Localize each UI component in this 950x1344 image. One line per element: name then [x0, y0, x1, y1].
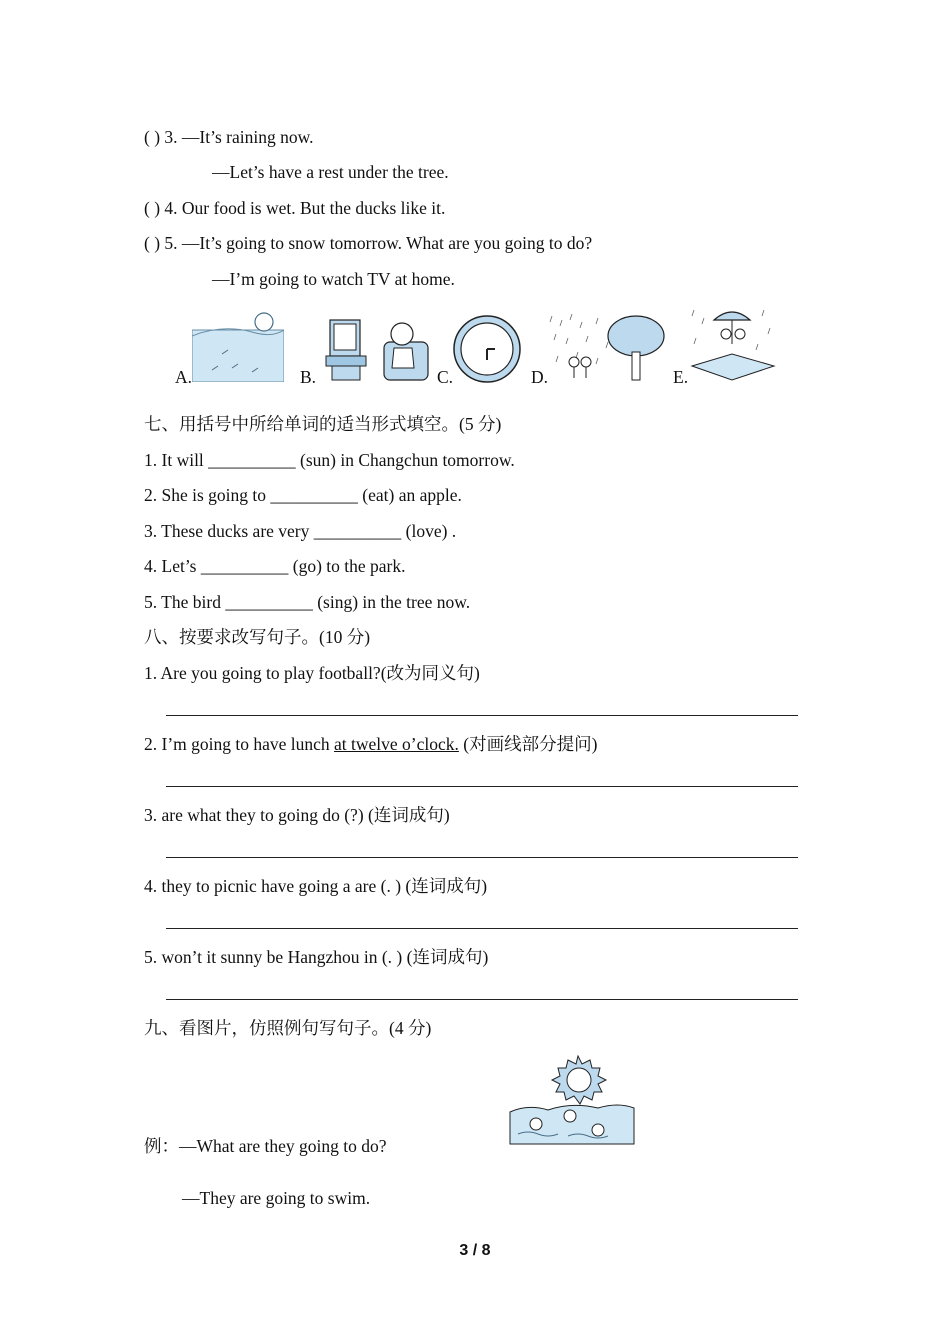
example-answer: —They are going to swim.	[182, 1188, 371, 1208]
section-9-title: 九、看图片，仿照例句写句子。(4 分)	[144, 1018, 432, 1038]
example-question: 例：—What are they going to do?	[144, 1136, 387, 1156]
section-8-question-3: 3. are what they to going do (?) (连词成句)	[144, 805, 450, 825]
section-8-question-5: 5. won’t it sunny be Hangzhou in (. ) (连词成句)	[144, 947, 489, 967]
question-3-line-1: ( ) 3. —It’s raining now.	[144, 127, 314, 147]
section-8-question-2	[144, 733, 597, 755]
question-2-underlined-phrase: at twelve o’clock.	[334, 734, 459, 754]
section-7-item-4: 4. Let’s __________ (go) to the park.	[144, 556, 406, 576]
question-2-instruction: (对画线部分提问)	[458, 734, 598, 754]
option-e-label: E.	[673, 367, 689, 387]
answer-line-2[interactable]	[166, 786, 798, 787]
answer-line-4[interactable]	[166, 928, 798, 929]
section-7-item-5: 5. The bird __________ (sing) in the tree now.	[144, 592, 471, 612]
section-8-question-1: 1. Are you going to play football?(改为同义句)	[144, 663, 480, 683]
option-b-label: B.	[300, 367, 317, 387]
answer-line-1[interactable]	[166, 715, 798, 716]
page-number: 3 / 8	[459, 1242, 491, 1259]
swimming-picture	[508, 1050, 636, 1146]
section-7-item-3: 3. These ducks are very __________ (love) .	[144, 521, 457, 541]
section-8-question-4: 4. they to picnic have going a are (. ) (连词成句)	[144, 876, 488, 896]
question-3-line-2: —Let’s have a rest under the tree.	[212, 162, 449, 182]
question-5-line-2: —I’m going to watch TV at home.	[212, 269, 455, 289]
option-a-label: A.	[175, 367, 193, 387]
answer-line-3[interactable]	[166, 857, 798, 858]
watching-tv-picture	[322, 312, 432, 382]
answer-line-5[interactable]	[166, 999, 798, 1000]
section-8-title: 八、按要求改写句子。(10 分)	[144, 627, 371, 647]
option-d-label: D.	[531, 367, 549, 387]
section-7-title: 七、用括号中所给单词的适当形式填空。(5 分)	[144, 414, 502, 434]
clock-picture	[452, 314, 522, 384]
option-c-label: C.	[437, 367, 454, 387]
pond-sun-picture	[192, 310, 284, 382]
rain-under-tree-picture	[548, 312, 666, 382]
section-7-item-2: 2. She is going to __________ (eat) an apple.	[144, 485, 462, 505]
section-7-item-1: 1. It will __________ (sun) in Changchun tomorrow.	[144, 450, 515, 470]
picnic-in-rain-picture	[688, 304, 776, 382]
question-5-line-1: ( ) 5. —It’s going to snow tomorrow. What are you going to do?	[144, 233, 593, 253]
question-4: ( ) 4. Our food is wet. But the ducks like it.	[144, 198, 446, 218]
question-2-text: 2. I’m going to have lunch	[144, 734, 335, 754]
